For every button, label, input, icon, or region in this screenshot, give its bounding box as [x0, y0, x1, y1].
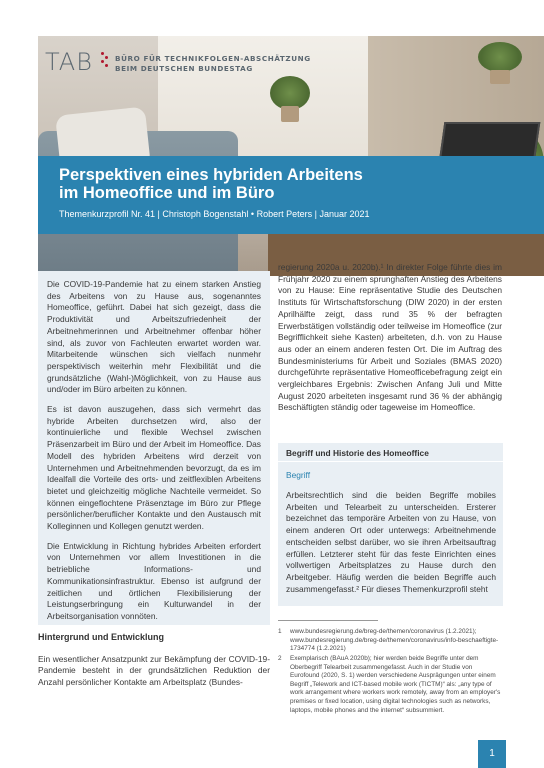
footnote-text: www.bundesregierung.de/breg-de/themen/coronavirus (1.2.2021); www.bundesregierung.de/breg-de/themen/coronavirus/info-beschaeftigte-1734774 (1.2.2021)	[290, 628, 499, 653]
logo-dots-icon	[101, 52, 111, 76]
footnote-divider	[278, 620, 378, 621]
definition-box-subheading: Begriff	[286, 470, 311, 480]
logo-line-2: BEIM DEUTSCHEN BUNDESTAG	[115, 64, 253, 73]
logo-mark: TAB	[45, 48, 93, 76]
document-title	[59, 166, 519, 202]
logo-line-1: BÜRO FÜR TECHNIKFOLGEN-ABSCHÄTZUNG	[115, 54, 311, 63]
title-line-2: im Homeoffice und im Büro	[59, 184, 275, 202]
photo-plant	[270, 76, 310, 110]
definition-box-divider	[278, 461, 503, 462]
footnote-number: 2	[278, 655, 282, 662]
intro-paragraph: Die COVID-19-Pandemie hat zu einem starken Anstieg des Arbeitens von zu Hause aus, sogenanntes Homeoffice, geführt. Dabei hat sich gezeigt, dass die Produktivität und Arbeitszufriedenheit der Arbeitnehmerinnen und Arbeitnehmer offenbar höher sind, als zuvor von Fachleuten erwartet worden war. Mitarbeitende wünschen sich vielfach nunmehr perspektivisch weiterhin mehr Flexibilität und die grundsätzliche (Wahl-)Möglichkeit, von zu Hause aus und/oder im Büro arbeiten zu können.	[47, 279, 261, 395]
footnote	[278, 655, 502, 715]
right-paragraph: regierung 2020a u. 2020b).¹ In direkter Folge führte dies im Frühjahr 2020 zu einem sprunghaften Anstieg des Arbeitens von zu Hause: Eine repräsentative Studie des Deutschen Instituts für Wirtschaftsforschung (DIW 2020) in der ersten Aprilhälfte zeigt, dass rund 35 % der befragten Erwerbstätigen vollständig oder teilweise im Homeoffice (zur Begrifflichkeit siehe Kasten) arbeiteten, d.h. von zu Hause aus oder an einem anderen festen Ort. Die im Auftrag des Bundesministeriums für Arbeit und Soziales (BMAS 2020) durchgeführte repräsentative Homeofficebefragung zeigt ein vergleichbares Ergebnis: Zwischen Anfang Juli und Mitte August 2020 arbeiteten insgesamt rund 36 % der abhängig Beschäftigten ständig oder tageweise im Homeoffice.	[278, 262, 502, 413]
footnote	[278, 628, 502, 654]
logo-subtitle	[115, 54, 375, 74]
footnote-text: Exemplarisch (BAuA 2020b); hier werden beide Begriffe unter dem Oberbegriff Telearbeit zusammengefasst. Auch in der Studie von Eurofound (2020, S. 1) werden verschiedene Ausprägungen unter einem Begriff „Telework and ICT-based mobile work (TICTM)“ als: „any type of work arrangement where workers work remotely, away from an employer's premises or fixed location, using digital technologies such as networks, laptops, mobile phones and the internet“ subsummiert.	[290, 655, 501, 714]
title-line-1: Perspektiven eines hybriden Arbeitens	[59, 166, 363, 184]
footnote-number: 1	[278, 628, 282, 635]
intro-paragraph: Die Entwicklung in Richtung hybrides Arbeiten erfordert von Unternehmen vor allem Investitionen in die betriebliche Informations- und Kommunikationsinfrastruktur. Ebenso ist aufgrund der zeitlichen und örtlichen Flexibilisierung der Leistungserbringung ein Kulturwandel in der Arbeitsorganisation vonnöten.	[47, 540, 261, 621]
background-section	[38, 632, 270, 697]
section-heading: Hintergrund und Entwicklung	[38, 632, 164, 642]
definition-box-heading: Begriff und Historie des Homeoffice	[286, 448, 429, 458]
definition-paragraph: Arbeitsrechtlich sind die beiden Begriffe mobiles Arbeiten und Telearbeit zu unterscheiden. Ersterer bezeichnet das temporäre Arbeiten von zu Hause, von einem anderen Ort oder unterwegs: Arbeitnehmende entscheiden selbst darüber, wo sie ihren Arbeitsauftrag erfüllen. Letzterer steht für das feste Einrichten eines vollwertigen Arbeitsplatzes zu Hause durch den Arbeitgeber. Häufig werden die beiden Begriffe auch zusammengefasst.² Für dieses Themenkurzprofil steht	[286, 490, 496, 594]
photo-pot	[490, 70, 510, 84]
document-subtitle: Themenkurzprofil Nr. 41 | Christoph Bogenstahl • Robert Peters | Januar 2021	[59, 209, 370, 219]
definition-box-text	[286, 490, 496, 603]
tab-logo	[45, 48, 311, 76]
intro-paragraph: Es ist davon auszugehen, dass sich vermehrt das hybride Arbeiten durchsetzen wird, also der kontinuierliche und flexible Wechsel zwischen Präsenzarbeit im Büro und der Arbeit im Homeoffice. Das Modell des hybriden Arbeitens wird derzeit von Unternehmen und Arbeitnehmenden bevorzugt, da es im Idealfall die Vorteile des orts- und zeitflexiblen Arbeitens bietet und gleichzeitig mögliche Nachteile vermeidet. So können eingeflochtene Präsenztage im Büro zur Pflege persönlicher/beruflicher Kontakte und den Austausch mit Kolleginnen und Kollegen genutzt werden.	[47, 404, 261, 532]
photo-plant	[478, 42, 522, 72]
section-paragraph: Ein wesentlicher Ansatzpunkt zur Bekämpfung der COVID-19-Pandemie besteht in der grundsätzlichen Reduktion der Anzahl persönlicher Kontakte am Arbeitsplatz (Bundes-	[38, 653, 270, 688]
intro-text	[47, 279, 261, 631]
photo-pot	[281, 106, 299, 122]
right-column-text	[278, 262, 502, 422]
page-number: 1	[478, 740, 506, 768]
